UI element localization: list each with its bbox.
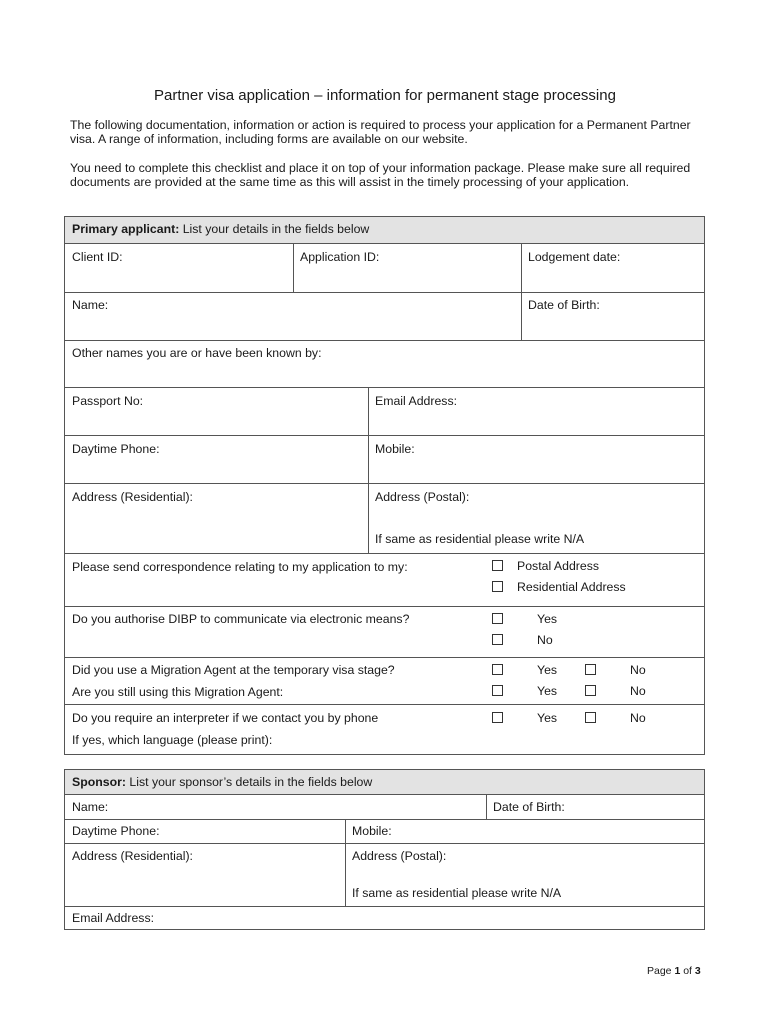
other-names-field[interactable]: Other names you are or have been known by: (72, 346, 322, 360)
primary-header-text: List your details in the fields below (179, 222, 370, 236)
interpreter-language-field[interactable]: If yes, which language (please print): (72, 733, 273, 747)
row-divider (65, 819, 704, 820)
row-divider (65, 340, 704, 341)
column-divider (345, 819, 346, 906)
row-divider (65, 657, 704, 658)
sponsor-daytime-phone-field[interactable]: Daytime Phone: (72, 824, 160, 838)
postal-same-note: If same as residential please write N/A (375, 532, 585, 546)
row-divider (65, 483, 704, 484)
column-divider (293, 243, 294, 292)
postal-address-option: Postal Address (517, 559, 600, 573)
sponsor-header (65, 770, 704, 795)
daytime-phone-field[interactable]: Daytime Phone: (72, 442, 160, 456)
sponsor-email-field[interactable]: Email Address: (72, 911, 155, 925)
sponsor-header-text: List your sponsor’s details in the fields below (125, 775, 373, 789)
page-label: Page (647, 965, 675, 977)
row-divider (65, 387, 704, 388)
row-divider (65, 606, 704, 607)
sponsor-dob-field[interactable]: Date of Birth: (493, 800, 565, 814)
current-page: 1 (674, 965, 681, 977)
row-divider (65, 704, 704, 705)
agent-still-question: Are you still using this Migration Agent: (72, 685, 284, 699)
sponsor-mobile-field[interactable]: Mobile: (352, 824, 392, 838)
residential-address-option: Residential Address (517, 580, 626, 594)
agent-temp-yes-checkbox[interactable] (492, 664, 503, 675)
interpreter-no-checkbox[interactable] (585, 712, 596, 723)
interpreter-question: Do you require an interpreter if we contact you by phone (72, 711, 379, 725)
agent-still-yes-label: Yes (537, 684, 558, 698)
postal-address-checkbox[interactable] (492, 560, 503, 571)
agent-temp-no-label: No (630, 663, 646, 677)
sponsor-postal-address-field[interactable]: Address (Postal): (352, 849, 447, 863)
lodgement-date-field[interactable]: Lodgement date: (528, 250, 621, 264)
agent-still-yes-checkbox[interactable] (492, 685, 503, 696)
electronic-no-checkbox[interactable] (492, 634, 503, 645)
agent-still-no-label: No (630, 684, 646, 698)
column-divider (368, 387, 369, 553)
residential-address-field[interactable]: Address (Residential): (72, 490, 193, 504)
of-label: of (680, 965, 695, 977)
interpreter-yes-label: Yes (537, 711, 558, 725)
agent-temp-yes-label: Yes (537, 663, 558, 677)
sponsor-header-label: Sponsor: (72, 775, 126, 789)
row-divider (65, 843, 704, 844)
electronic-no-label: No (537, 633, 553, 647)
page-title: Partner visa application – information for permanent stage processing (154, 87, 616, 104)
primary-header-label: Primary applicant: (72, 222, 180, 236)
electronic-comm-question: Do you authorise DIBP to communicate via electronic means? (72, 612, 410, 626)
total-pages: 3 (694, 965, 701, 977)
name-field[interactable]: Name: (72, 298, 109, 312)
electronic-yes-label: Yes (537, 612, 558, 626)
email-field[interactable]: Email Address: (375, 394, 458, 408)
agent-temporary-question: Did you use a Migration Agent at the temporary visa stage? (72, 663, 395, 677)
intro-paragraph-2: You need to complete this checklist and place it on top of your information package. Please make sure all required documents are provided at the same time as this will assist in the timely processing of your application. (70, 161, 691, 189)
row-divider (65, 906, 704, 907)
column-divider (486, 794, 487, 819)
interpreter-no-label: No (630, 711, 646, 725)
client-id-field[interactable]: Client ID: (72, 250, 123, 264)
sponsor-residential-address-field[interactable]: Address (Residential): (72, 849, 193, 863)
correspondence-question: Please send correspondence relating to my application to my: (72, 560, 408, 574)
page-number (647, 965, 701, 977)
primary-applicant-header (65, 217, 704, 244)
postal-address-field[interactable]: Address (Postal): (375, 490, 470, 504)
primary-applicant-section (64, 216, 705, 755)
row-divider (65, 435, 704, 436)
application-id-field[interactable]: Application ID: (300, 250, 380, 264)
row-divider (65, 553, 704, 554)
sponsor-section (64, 769, 705, 930)
agent-temp-no-checkbox[interactable] (585, 664, 596, 675)
mobile-field[interactable]: Mobile: (375, 442, 415, 456)
interpreter-yes-checkbox[interactable] (492, 712, 503, 723)
row-divider (65, 292, 704, 293)
sponsor-postal-same-note: If same as residential please write N/A (352, 886, 562, 900)
residential-address-checkbox[interactable] (492, 581, 503, 592)
passport-field[interactable]: Passport No: (72, 394, 144, 408)
date-of-birth-field[interactable]: Date of Birth: (528, 298, 600, 312)
agent-still-no-checkbox[interactable] (585, 685, 596, 696)
sponsor-name-field[interactable]: Name: (72, 800, 109, 814)
electronic-yes-checkbox[interactable] (492, 613, 503, 624)
column-divider (521, 243, 522, 340)
intro-paragraph-1: The following documentation, information or action is required to process your application for a Permanent Partner visa. A range of information, including forms are available on our website. (70, 118, 691, 146)
